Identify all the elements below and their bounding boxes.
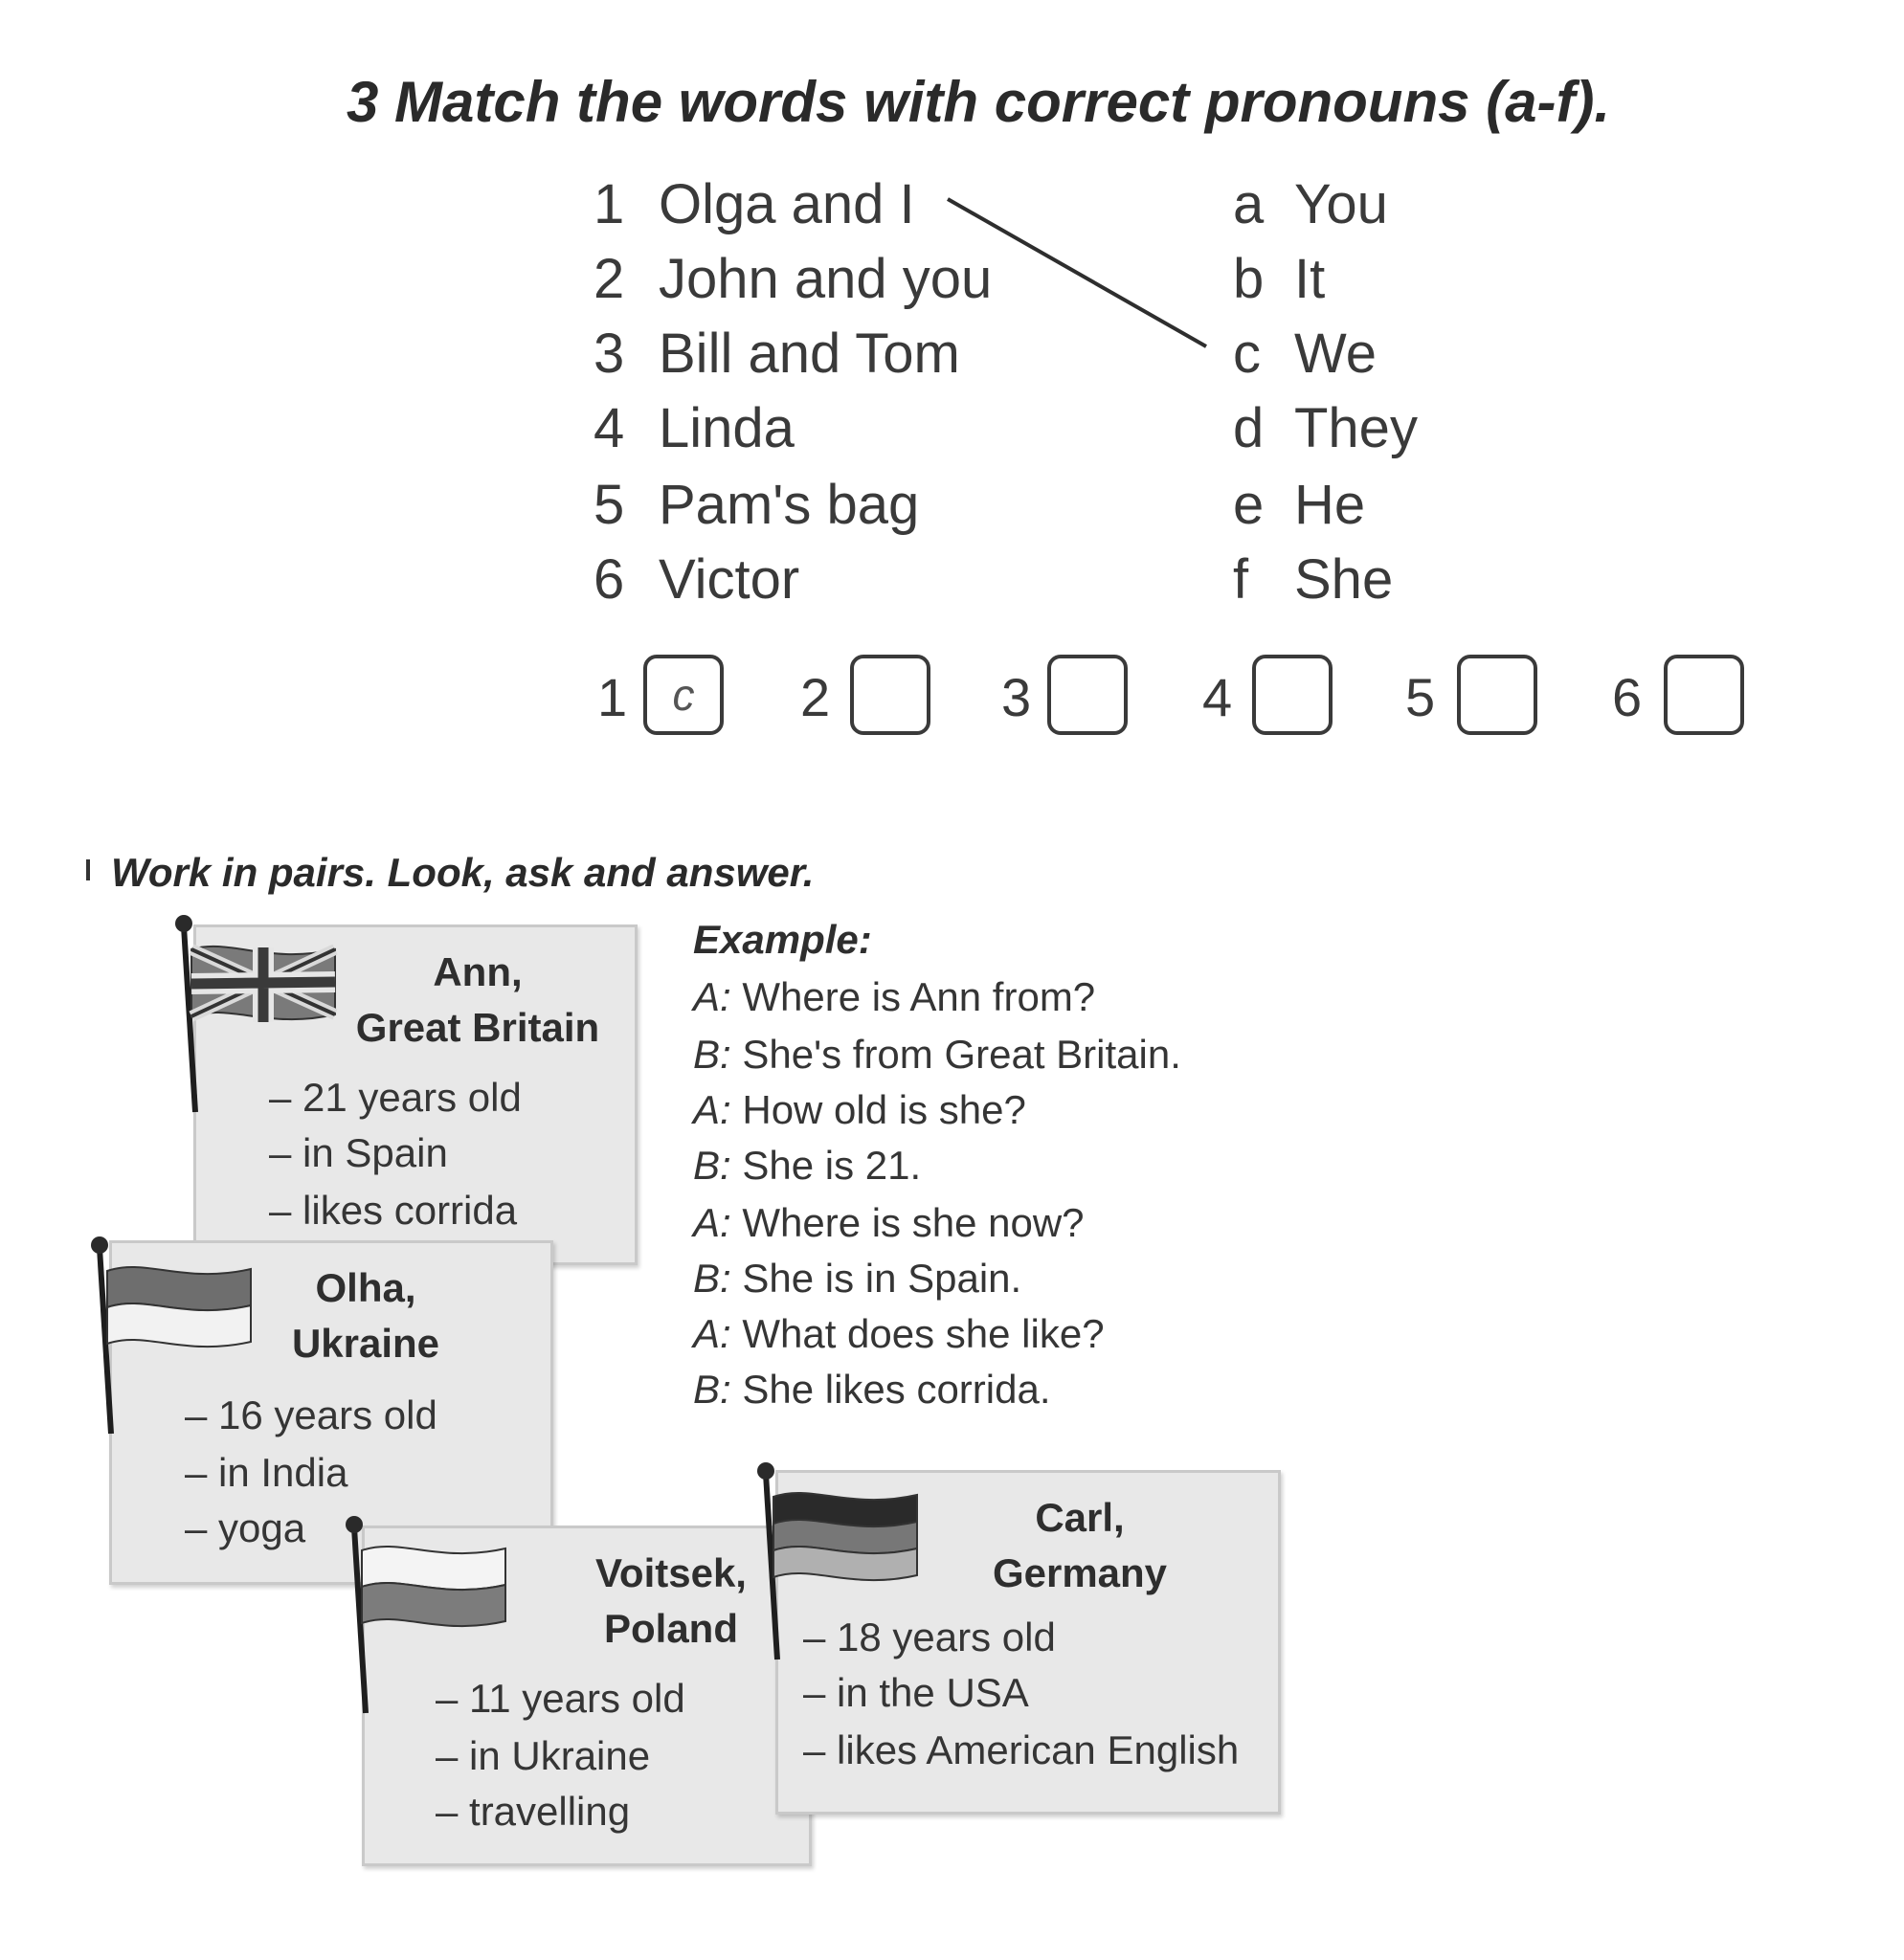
dialogue-text: She is 21. [730,1143,922,1188]
answer-box[interactable] [1457,655,1537,735]
dialogue-line [693,1143,921,1189]
answer-box[interactable]: c [643,655,724,735]
card-country: Great Britain [355,1005,600,1050]
answer-box[interactable] [1252,655,1333,735]
word-number: 1 [594,173,625,235]
card-country: Germany [992,1550,1168,1595]
card-detail: – likes corrida [269,1188,518,1233]
exercise-3-title: 3 Match the words with correct pronouns (a-f). [347,70,1611,134]
pronoun-letter: d [1233,397,1265,459]
pronoun-item: They [1294,397,1418,459]
dialogue-line [693,1200,1085,1246]
example-label: Example: [693,917,872,962]
card-name: Ann, [433,949,523,994]
word-item: Pam's bag [659,474,920,536]
match-line [0,0,1904,670]
dialogue-speaker: B: [693,1367,731,1412]
card-detail: – 11 years old [436,1676,685,1721]
word-number: 6 [594,548,625,611]
pronoun-letter: b [1233,248,1265,310]
card-detail: – travelling [436,1789,631,1834]
card-name: Olha, [315,1265,416,1310]
uk-flag-icon [163,909,345,1120]
card-country: Ukraine [291,1321,440,1366]
pronoun-item: She [1294,548,1394,611]
pronoun-item: We [1294,323,1377,385]
pronoun-letter: e [1233,474,1265,536]
dialogue-speaker: A: [693,1311,731,1356]
card-name: Carl, [1035,1495,1125,1540]
card-detail: – 16 years old [185,1392,437,1437]
word-item: John and you [659,248,993,310]
pronoun-item: He [1294,474,1366,536]
card-detail: – in Spain [269,1130,448,1175]
dialogue-line [693,1367,1051,1413]
pronoun-letter: a [1233,173,1265,235]
dialogue-line [693,1032,1181,1078]
dialogue-line [693,1311,1105,1357]
dialogue-text: Where is she now? [730,1200,1085,1245]
germany-flag-icon [745,1457,927,1667]
dialogue-speaker: B: [693,1256,731,1301]
word-item: Bill and Tom [659,323,960,385]
dialogue-text: She's from Great Britain. [730,1032,1181,1077]
word-item: Victor [659,548,800,611]
card-detail: – 21 years old [269,1075,522,1120]
dialogue-text: Where is Ann from? [730,974,1096,1019]
word-item: Linda [659,397,795,459]
dialogue-text: She likes corrida. [730,1367,1051,1412]
answer-number: 2 [800,667,831,727]
dialogue-line [693,1087,1026,1133]
word-number: 4 [594,397,625,459]
answer-number: 4 [1202,667,1233,727]
dialogue-text: She is in Spain. [730,1256,1022,1301]
dialogue-speaker: A: [693,1087,731,1132]
answer-box[interactable] [1664,655,1744,735]
dialogue-text: How old is she? [730,1087,1026,1132]
pronoun-item: It [1294,248,1326,310]
answer-number: 3 [1001,667,1032,727]
card-detail: – in Ukraine [436,1733,651,1778]
word-number: 2 [594,248,625,310]
answer-number: 1 [597,667,628,727]
card-name: Voitsek, [595,1550,747,1595]
dialogue-speaker: B: [693,1032,731,1077]
dialogue-text: What does she like? [730,1311,1105,1356]
pronoun-letter: f [1233,548,1249,611]
card-country: Poland [603,1606,738,1651]
card-detail: – 18 years old [803,1615,1056,1659]
ukraine-flag-icon [78,1231,260,1441]
card-detail: – yoga [185,1505,306,1550]
poland-flag-icon [333,1510,515,1721]
answer-number: 6 [1612,667,1643,727]
answer-number: 5 [1405,667,1436,727]
dialogue-speaker: B: [693,1143,731,1188]
dialogue-line [693,1256,1021,1302]
word-item: Olga and I [659,173,915,235]
word-number: 3 [594,323,625,385]
answer-box[interactable] [1047,655,1128,735]
exercise-4-title: Work in pairs. Look, ask and answer. [111,850,815,895]
answer-box[interactable] [850,655,930,735]
dialogue-speaker: A: [693,1200,731,1245]
card-detail: – likes American English [803,1727,1240,1772]
exercise-4-number-fragment [86,859,90,880]
pronoun-item: You [1294,173,1388,235]
pronoun-letter: c [1233,323,1261,385]
word-number: 5 [594,474,625,536]
card-detail: – in the USA [803,1670,1029,1715]
card-detail: – in India [185,1450,348,1495]
dialogue-speaker: A: [693,974,731,1019]
dialogue-line [693,974,1095,1020]
